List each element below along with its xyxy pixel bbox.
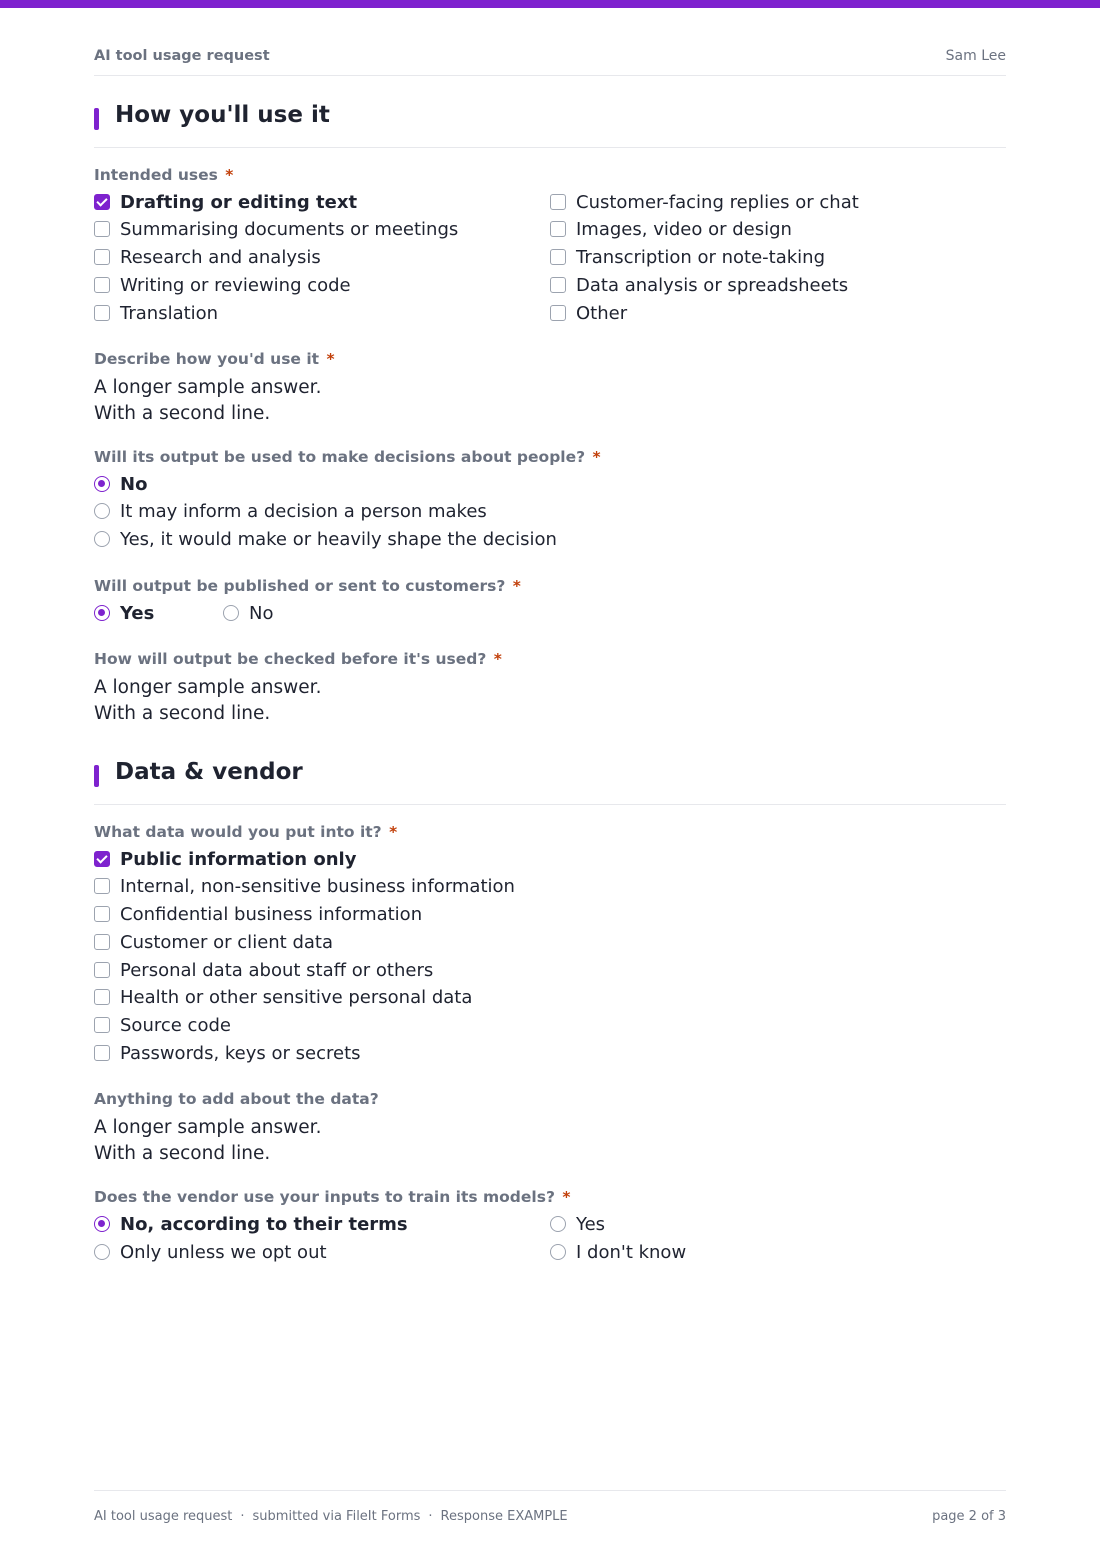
question-text: Intended uses (94, 166, 218, 184)
option-decisions-no[interactable] (94, 473, 147, 495)
option-decisions-may-inform[interactable] (94, 500, 487, 522)
option-label: No (120, 473, 148, 495)
footer-submitted: submitted via FileIt Forms (252, 1509, 421, 1524)
checkbox-icon[interactable] (94, 194, 110, 210)
option-drafting-or-editing-text[interactable] (94, 191, 357, 213)
option-vendor-yes[interactable] (550, 1213, 605, 1235)
question-text: Describe how you'd use it (94, 350, 320, 368)
footer-separator: · (428, 1509, 433, 1524)
option-customer-or-client-data[interactable] (94, 931, 333, 953)
radio-icon[interactable] (94, 476, 110, 492)
option-label: No, according to their terms (120, 1213, 408, 1235)
required-marker: * (493, 650, 502, 668)
radio-icon[interactable] (550, 1216, 566, 1232)
option-label: Only unless we opt out (120, 1241, 327, 1263)
checkbox-icon[interactable] (94, 851, 110, 867)
required-marker: * (389, 823, 398, 841)
option-label: I don't know (576, 1241, 687, 1263)
option-label: Yes, it would make or heavily shape the decision (120, 528, 557, 550)
option-label: Internal, non-sensitive business information (120, 875, 515, 897)
option-health-sensitive-data[interactable] (94, 986, 472, 1008)
answer-text-describe-use (94, 375, 321, 427)
question-label-intended-uses (94, 166, 233, 184)
option-label: Source code (120, 1014, 231, 1036)
footer-response: Response EXAMPLE (440, 1509, 568, 1524)
option-data-analysis-or-spreadsheets[interactable] (550, 274, 848, 296)
question-label-output-check (94, 650, 502, 668)
answer-line: With a second line. (94, 403, 271, 424)
section-title: How you'll use it (115, 102, 330, 128)
question-label-vendor-training (94, 1188, 570, 1206)
question-label-decisions-about-people (94, 448, 601, 466)
footer-form-name: AI tool usage request (94, 1509, 233, 1524)
radio-icon[interactable] (223, 605, 239, 621)
question-text: What data would you put into it? (94, 823, 382, 841)
option-label: Public information only (120, 848, 357, 870)
checkbox-icon[interactable] (550, 194, 566, 210)
option-label: Translation (120, 302, 219, 324)
checkbox-icon[interactable] (94, 221, 110, 237)
question-text: Will its output be used to make decisions about people? (94, 448, 586, 466)
accent-top-bar (0, 0, 1100, 8)
option-label: Passwords, keys or secrets (120, 1042, 361, 1064)
section-accent-bar (94, 108, 99, 130)
option-label: No (249, 602, 274, 624)
answer-text-output-check (94, 675, 321, 727)
answer-line: A longer sample answer. (94, 377, 322, 398)
option-label: Data analysis or spreadsheets (576, 274, 849, 296)
option-images-video-or-design[interactable] (550, 218, 792, 240)
checkbox-icon[interactable] (94, 962, 110, 978)
option-personal-data[interactable] (94, 959, 433, 981)
question-label-published-to-customers (94, 577, 521, 595)
document-title: AI tool usage request (94, 48, 270, 64)
option-label: Customer or client data (120, 931, 333, 953)
option-label: Research and analysis (120, 246, 321, 268)
page-footer (94, 1490, 1006, 1524)
option-label: Yes (576, 1213, 606, 1235)
checkbox-icon[interactable] (94, 989, 110, 1005)
page-header (94, 48, 1006, 76)
option-published-yes[interactable] (94, 602, 154, 624)
option-label: Images, video or design (576, 218, 792, 240)
checkbox-icon[interactable] (550, 249, 566, 265)
option-summarising-documents-or-meetings[interactable] (94, 218, 458, 240)
option-label: Transcription or note-taking (576, 246, 826, 268)
radio-icon[interactable] (94, 1216, 110, 1232)
option-vendor-unless-opt-out[interactable] (94, 1241, 327, 1263)
option-label: Other (576, 302, 628, 324)
required-marker: * (225, 166, 234, 184)
question-label-data-types (94, 823, 397, 841)
option-translation[interactable] (94, 302, 218, 324)
option-vendor-no-per-terms[interactable] (94, 1213, 408, 1235)
option-label: Customer-facing replies or chat (576, 191, 859, 213)
checkbox-icon[interactable] (94, 1045, 110, 1061)
option-internal-non-sensitive[interactable] (94, 875, 515, 897)
answer-line: A longer sample answer. (94, 1117, 322, 1138)
question-label-data-notes (94, 1090, 381, 1108)
option-label: Personal data about staff or others (120, 959, 434, 981)
answer-line: A longer sample answer. (94, 677, 322, 698)
footer-separator: · (240, 1509, 245, 1524)
section-header-data-and-vendor (94, 759, 1006, 805)
checkbox-icon[interactable] (550, 305, 566, 321)
required-marker: * (512, 577, 521, 595)
respondent-name: Sam Lee (945, 48, 1006, 64)
answer-text-data-notes (94, 1115, 321, 1167)
option-decisions-yes[interactable] (94, 528, 557, 550)
checkbox-icon[interactable] (94, 906, 110, 922)
option-label: Summarising documents or meetings (120, 218, 459, 240)
option-writing-or-reviewing-code[interactable] (94, 274, 351, 296)
answer-line: With a second line. (94, 703, 271, 724)
checkbox-icon[interactable] (94, 1017, 110, 1033)
option-label: Drafting or editing text (120, 191, 358, 213)
option-confidential-business[interactable] (94, 903, 422, 925)
question-label-describe-use (94, 350, 335, 368)
option-passwords-keys-secrets[interactable] (94, 1042, 361, 1064)
section-title: Data & vendor (115, 759, 303, 785)
checkbox-icon[interactable] (94, 249, 110, 265)
checkbox-icon[interactable] (94, 277, 110, 293)
option-other[interactable] (550, 302, 627, 324)
page-number: page 2 of 3 (932, 1509, 1006, 1524)
required-marker: * (562, 1188, 571, 1206)
option-public-information-only[interactable] (94, 848, 356, 870)
option-research-and-analysis[interactable] (94, 246, 321, 268)
section-header-how-youll-use-it (94, 102, 1006, 148)
question-text: Does the vendor use your inputs to train its models? (94, 1188, 555, 1206)
checkbox-icon[interactable] (94, 305, 110, 321)
question-text: Will output be published or sent to customers? (94, 577, 506, 595)
option-label: Health or other sensitive personal data (120, 986, 473, 1008)
option-label: Confidential business information (120, 903, 423, 925)
option-transcription-or-note-taking[interactable] (550, 246, 825, 268)
option-source-code[interactable] (94, 1014, 231, 1036)
question-text: Anything to add about the data? (94, 1090, 379, 1108)
question-text: How will output be checked before it's used? (94, 650, 487, 668)
answer-line: With a second line. (94, 1143, 271, 1164)
radio-icon[interactable] (94, 503, 110, 519)
radio-icon[interactable] (94, 531, 110, 547)
option-customer-facing-replies-or-chat[interactable] (550, 191, 859, 213)
checkbox-icon[interactable] (94, 878, 110, 894)
footer-meta (94, 1509, 568, 1524)
required-marker: * (326, 350, 335, 368)
option-label: It may inform a decision a person makes (120, 500, 487, 522)
checkbox-icon[interactable] (550, 221, 566, 237)
section-accent-bar (94, 765, 99, 787)
radio-icon[interactable] (94, 605, 110, 621)
required-marker: * (592, 448, 601, 466)
checkbox-icon[interactable] (94, 934, 110, 950)
radio-icon[interactable] (550, 1244, 566, 1260)
option-label: Writing or reviewing code (120, 274, 351, 296)
option-label: Yes (120, 602, 155, 624)
option-published-no[interactable] (223, 602, 273, 624)
option-vendor-dont-know[interactable] (550, 1241, 686, 1263)
radio-icon[interactable] (94, 1244, 110, 1260)
checkbox-icon[interactable] (550, 277, 566, 293)
